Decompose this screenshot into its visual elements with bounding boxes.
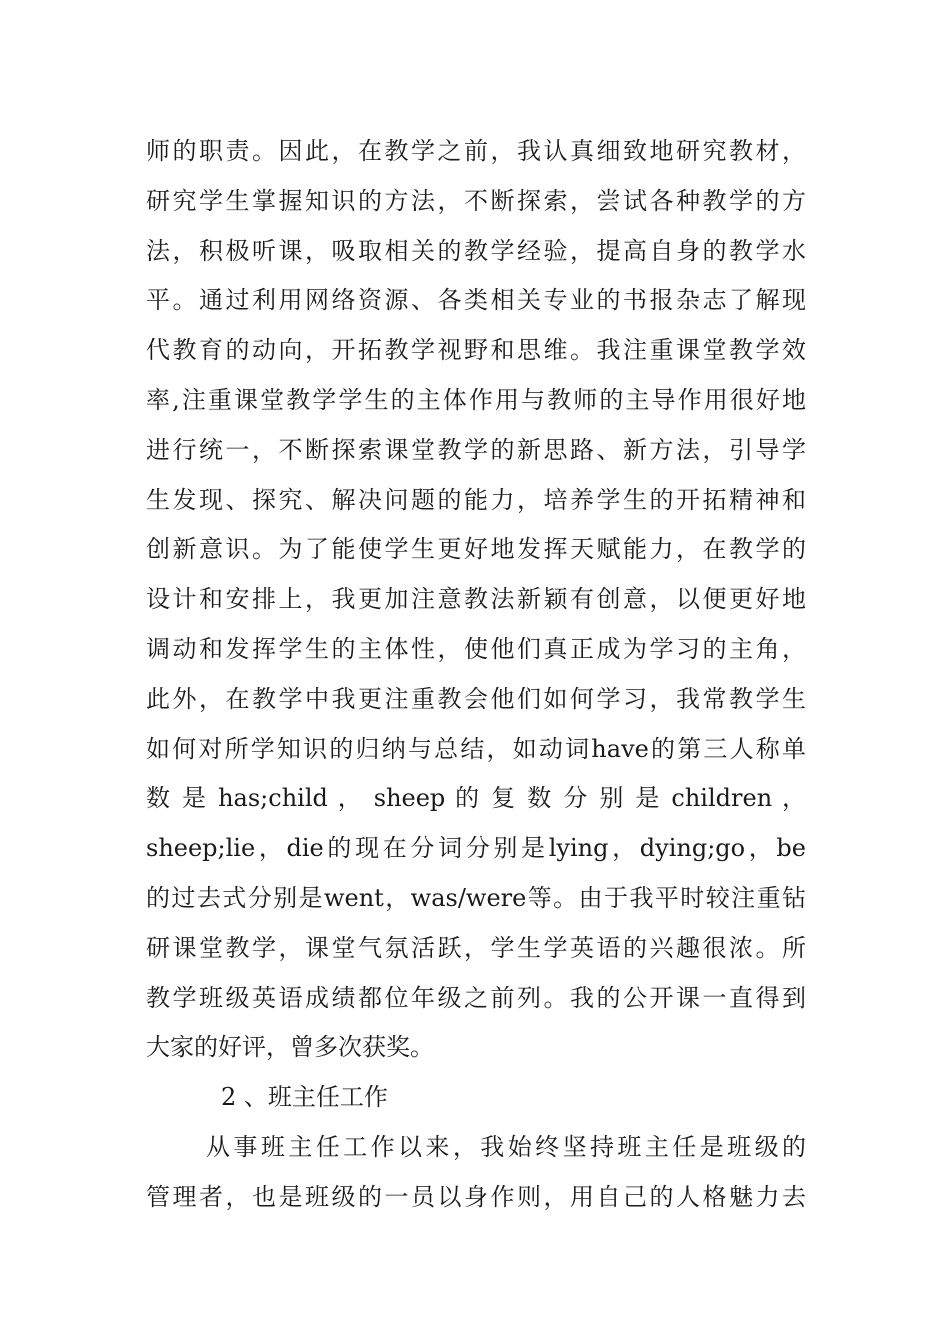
text-line: 此外，在教学中我更注重教会他们如何学习，我常教学生	[146, 684, 806, 713]
text-line: 师的职责。因此，在教学之前，我认真细致地研究教材，	[146, 137, 806, 165]
text-line: 研究学生掌握知识的方法，不断探索，尝试各种教学的方	[146, 186, 806, 215]
text-line: sheep;lie，die的现在分词分别是lying，dying;go，be	[146, 834, 806, 863]
text-line: 平。通过利用网络资源、各类相关专业的书报杂志了解现	[146, 286, 806, 315]
text-line: 生发现、探究、解决问题的能力，培养学生的开拓精神和	[146, 485, 806, 514]
text-line: 如何对所学知识的归纳与总结，如动词have的第三人称单	[146, 734, 806, 763]
text-line: 代教育的动向，开拓教学视野和思维。我注重课堂教学效	[146, 336, 806, 365]
text-line: 管理者，也是班级的一员以身作则，用自己的人格魅力去	[146, 1182, 806, 1211]
body-text	[146, 127, 806, 1223]
text-line: 调动和发挥学生的主体性，使他们真正成为学习的主角，	[146, 634, 806, 663]
text-line: 创新意识。为了能使学生更好地发挥天赋能力，在教学的	[146, 535, 806, 564]
text-line: 研课堂教学，课堂气氛活跃，学生学英语的兴趣很浓。所	[146, 933, 806, 962]
text-line: 进行统一，不断探索课堂教学的新思路、新方法，引导学	[146, 435, 806, 464]
text-line: 的过去式分别是went，was/were等。由于我平时较注重钻	[146, 883, 806, 912]
text-line: 设计和安排上，我更加注意教法新颖有创意，以便更好地	[146, 585, 806, 614]
text-line: 教学班级英语成绩都位年级之前列。我的公开课一直得到	[146, 983, 806, 1012]
text-line: 数 是 has;child ， sheep 的 复 数 分 别 是 children ，	[146, 784, 806, 813]
section-heading: 2 、班主任工作	[221, 1083, 388, 1112]
text-line: 大家的好评，曾多次获奖。	[146, 1033, 434, 1062]
text-line: 率,注重课堂教学学生的主体作用与教师的主导作用很好地	[146, 385, 806, 414]
text-line: 法，积极听课，吸取相关的教学经验，提高自身的教学水	[146, 236, 806, 265]
text-line: 从事班主任工作以来，我始终坚持班主任是班级的	[206, 1132, 806, 1161]
